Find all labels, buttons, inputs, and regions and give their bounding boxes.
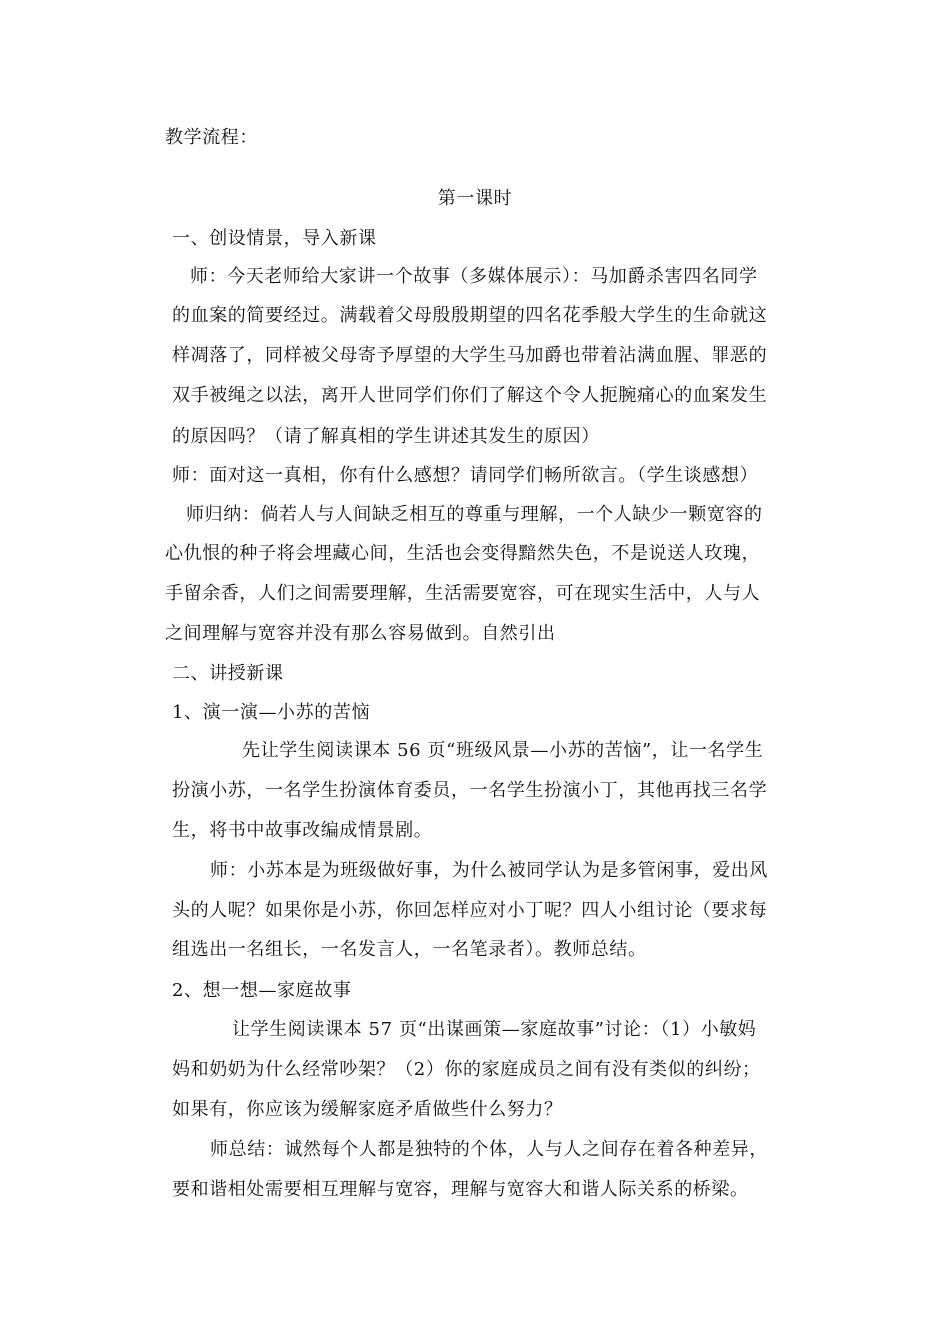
subsection-2-para-2-line-1: 师总结：诚然每个人都是独特的个体，人与人之间存在着各种差异， <box>210 1139 768 1160</box>
teaching-process-heading: 教学流程： <box>165 127 258 148</box>
section-1-para-3-line-1: 师归纳：倘若人与人间缺乏相互的尊重与理解，一个人缺少一颗宽容的 <box>186 504 763 525</box>
section-1-para-2: 师：面对这一真相，你有什么感想？请同学们畅所欲言。（学生谈感想） <box>172 465 759 486</box>
subsection-1-para-1-line-2: 扮演小苏，一名学生扮演体育委员，一名学生扮演小丁，其他再找三名学 <box>172 780 768 801</box>
subsection-2-para-1-line-2: 妈和奶奶为什么经常吵架？（2）你的家庭成员之间有没有类似的纠纷； <box>172 1059 761 1080</box>
subsection-1-para-2-line-2: 头的人呢？如果你是小苏，你回怎样应对小丁呢？四人小组讨论（要求每 <box>172 900 768 921</box>
section-1-para-1-line-4: 双手被绳之以法，离开人世同学们你们了解这个令人扼腕痛心的血案发生 <box>172 385 768 406</box>
section-1-para-1-line-5: 的原因吗？（请了解真相的学生讲述其发生的原因） <box>172 426 600 447</box>
section-1-para-1-line-1: 师：今天老师给大家讲一个故事（多媒体展示）：马加爵杀害四名同学 <box>190 266 758 287</box>
section-1-para-3-line-3: 手留余香，人们之间需要理解，生活需要宽容，可在现实生活中，人与人 <box>165 583 761 604</box>
lesson-title: 第一课时 <box>437 188 513 209</box>
section-1-para-3-line-2: 心仇恨的种子将会埋藏心间，生活也会变得黯然失色，不是说送人玫瑰， <box>165 543 761 564</box>
subsection-1-para-2-line-3: 组选出一名组长，一名发言人，一名笔录者）。教师总结。 <box>172 939 647 960</box>
subsection-2-para-1-line-3: 如果有，你应该为缓解家庭矛盾做些什么努力？ <box>172 1099 563 1120</box>
subsection-1-para-1-line-1: 先让学生阅读课本 56 页“班级风景—小苏的苦恼”，让一名学生 <box>242 740 764 761</box>
section-1-para-3-line-4: 之间理解与宽容并没有那么容易做到。自然引出 <box>165 623 556 644</box>
section-1-para-1-line-3: 样凋落了，同样被父母寄予厚望的大学生马加爵也带着沾满血腥、罪恶的 <box>172 345 768 366</box>
section-1-title: 一、创设情景，导入新课 <box>172 228 377 249</box>
subsection-1-title: 1、演一演—小苏的苦恼 <box>172 702 371 723</box>
subsection-1-para-1-line-3: 生，将书中故事改编成情景剧。 <box>172 820 433 841</box>
subsection-1-para-2-line-1: 师：小苏本是为班级做好事，为什么被同学认为是多管闲事，爱出风 <box>210 860 768 881</box>
section-1-para-1-line-2: 的血案的简要经过。满载着父母殷殷期望的四名花季般大学生的生命就这 <box>172 305 768 326</box>
subsection-2-para-1-line-1: 让学生阅读课本 57 页“出谋画策—家庭故事”讨论：（1）小敏妈 <box>232 1019 757 1040</box>
section-2-title: 二、讲授新课 <box>172 663 284 684</box>
subsection-2-para-2-line-2: 要和谐相处需要相互理解与宽容，理解与宽容大和谐人际关系的桥梁。 <box>172 1179 749 1200</box>
subsection-2-title: 2、想一想—家庭故事 <box>172 980 352 1001</box>
